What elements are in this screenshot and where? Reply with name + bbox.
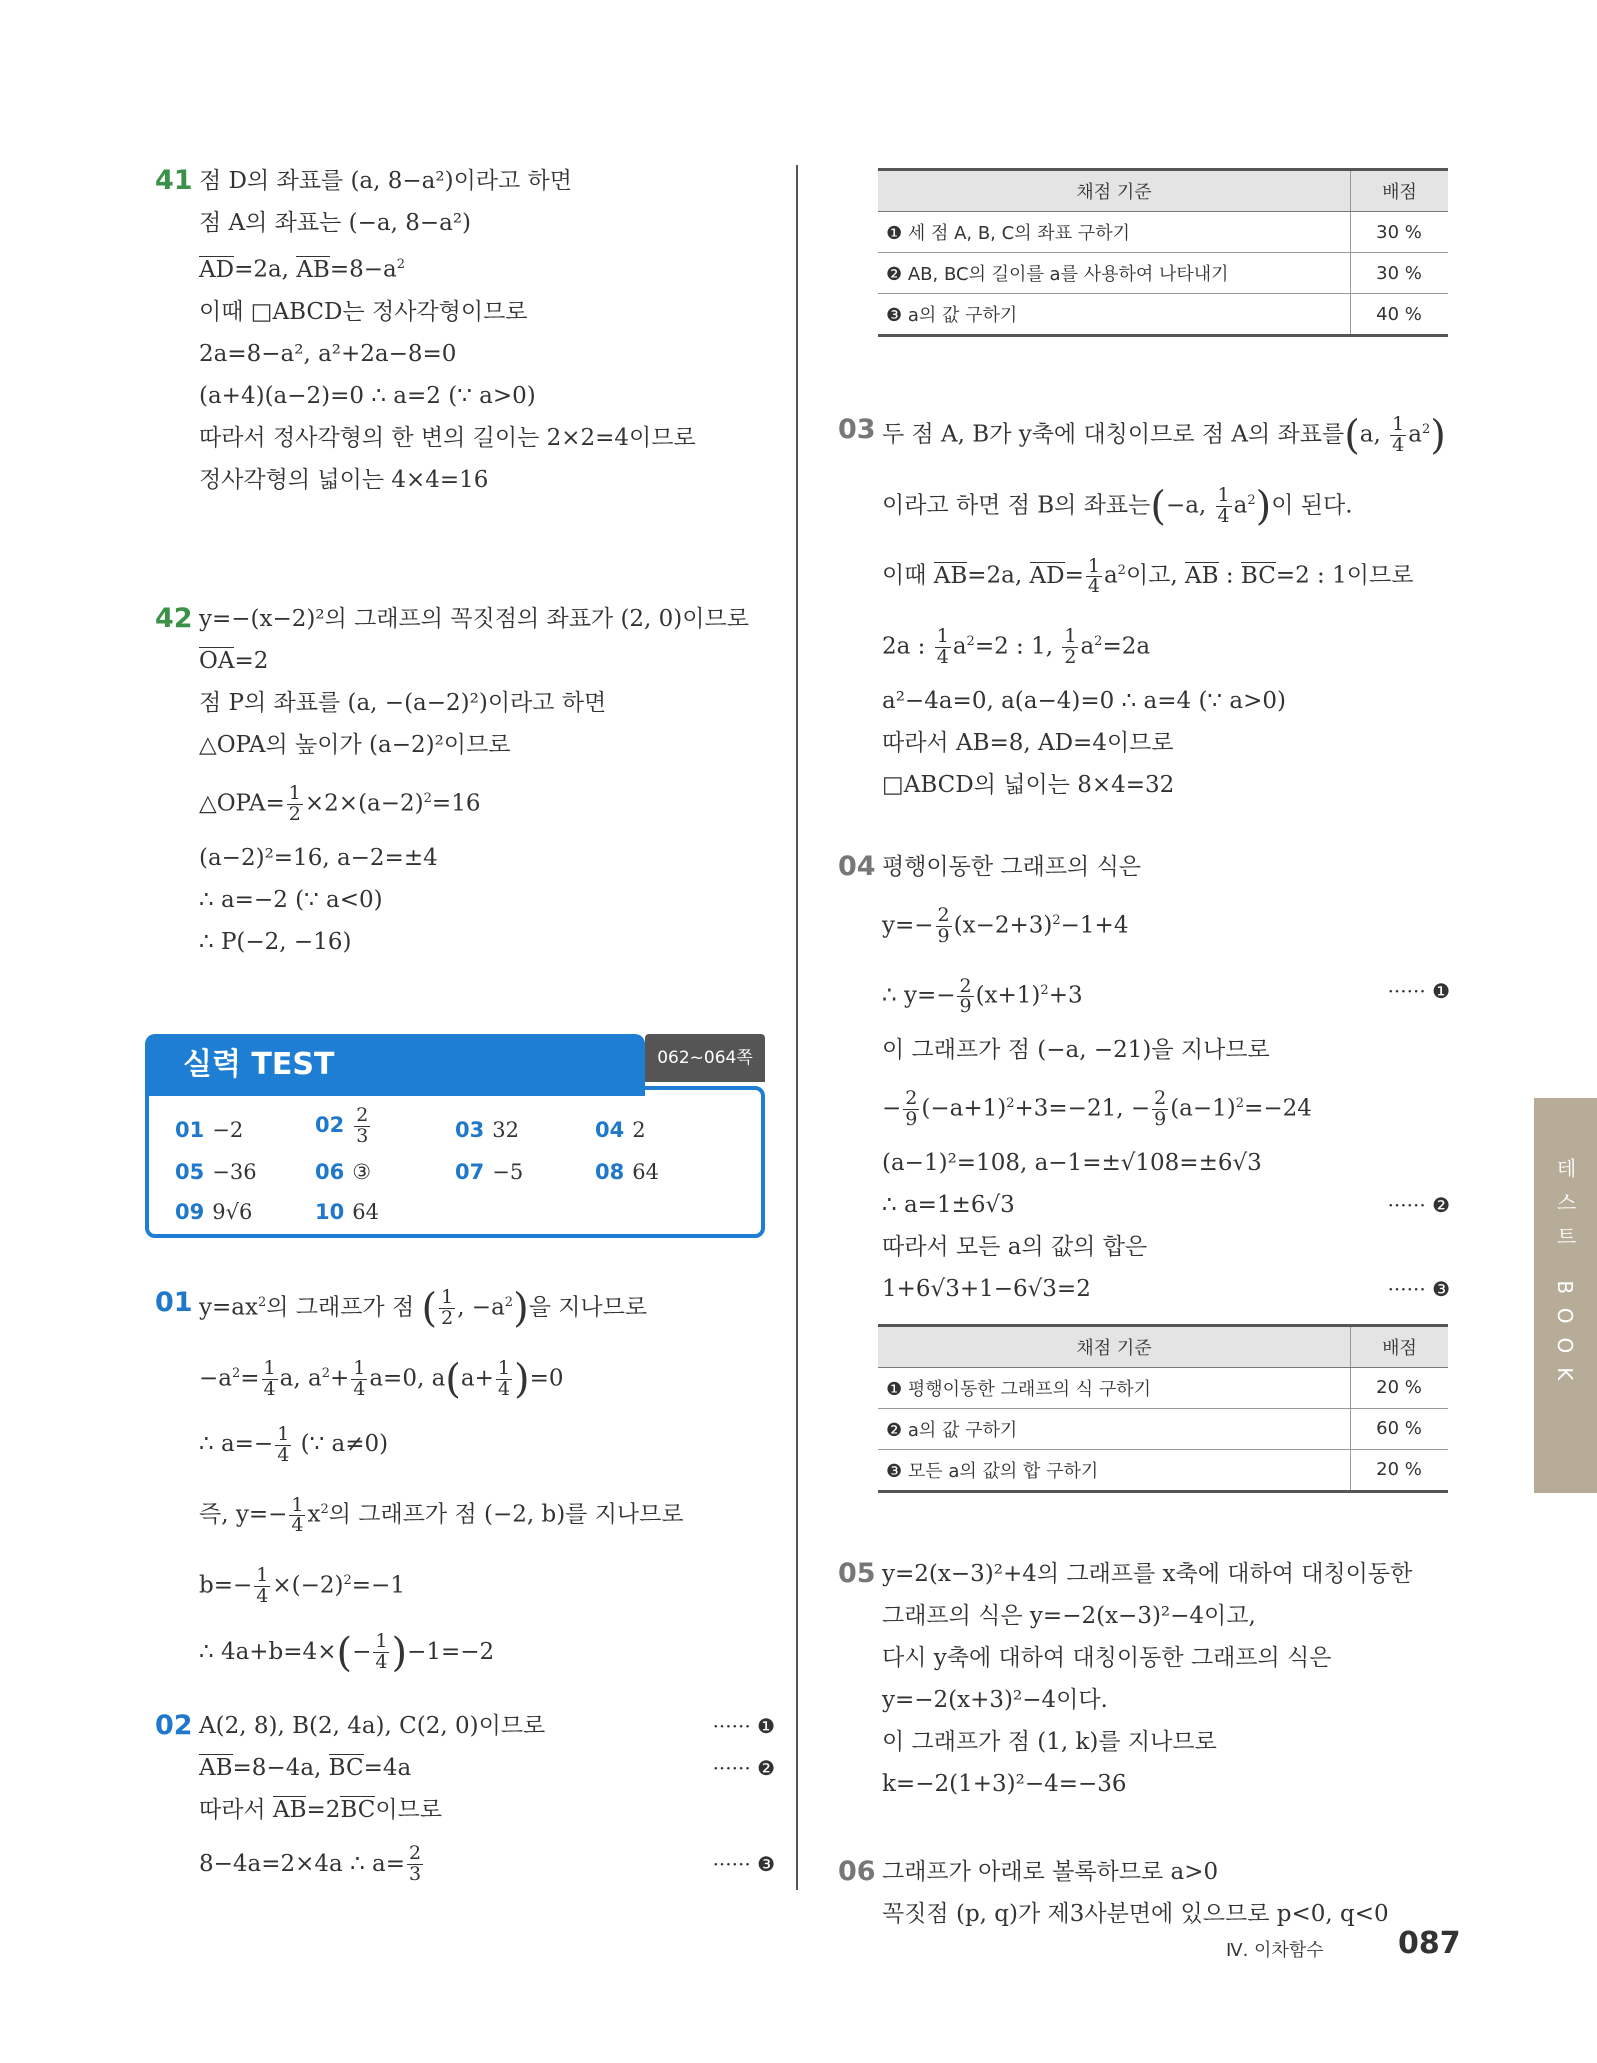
text-line: 2a=8−a², a²+2a−8=0 <box>199 340 457 367</box>
text-line: a²−4a=0, a(a−4)=0 ∴ a=4 (∵ a>0) <box>882 687 1286 714</box>
math-line: AB=8−4a, BC=4a ······ ❷ <box>199 1754 775 1781</box>
text-line: ∴ P(−2, −16) <box>199 928 352 955</box>
text-line: 이 그래프가 점 (1, k)를 지나므로 <box>882 1728 1217 1755</box>
text-line: 이때 □ABCD는 정사각형이므로 <box>199 298 528 325</box>
left-column <box>155 160 775 963</box>
math-line: △OPA= $\frac{1}{2}$ $\times 2\times(a-2)^2=16$ <box>199 782 481 826</box>
text-line: k=−2(1+3)²−4=−36 <box>882 1770 1127 1797</box>
test-title: 실력 TEST <box>145 1034 645 1096</box>
text-line: 점 A의 좌표는 (−a, 8−a²) <box>199 210 472 236</box>
text-line: 점 P의 좌표를 (a, −(a−2)²)이라고 하면 <box>199 690 607 716</box>
math-line: − $\frac{2}{9}$ $(-a+1)^2+3=-21$, − $\frac{2}{9}$ $(a-1)^2=-24$ <box>882 1087 1312 1131</box>
answer-item: 01 −2 <box>175 1118 244 1142</box>
math-line: 이라고 하면 점 B의 좌표는(−a, $\frac{1}{4}$ $a^2$)이 된다. <box>882 483 1353 530</box>
problem-03 <box>838 397 1450 806</box>
scoring-table-2 <box>878 1324 1448 1493</box>
answer-item: 06 ③ <box>315 1160 372 1184</box>
math-line: 8−4a=2×4a ∴ a= $\frac{2}{3}$ ······ ❸ <box>199 1842 775 1886</box>
answer-item: 08 64 <box>595 1160 659 1184</box>
table-header: 배점 <box>1351 170 1449 212</box>
answer-item: 09 9√6 <box>175 1200 253 1224</box>
table-row: ❶ 평행이동한 그래프의 식 구하기 20 % <box>878 1367 1448 1408</box>
text-line: 따라서 정사각형의 한 변의 길이는 2×2=4이므로 <box>199 424 696 451</box>
page-range-badge: 062~064쪽 <box>645 1034 765 1082</box>
problem-06 <box>838 1851 1450 1935</box>
answer-item: 07 −5 <box>455 1160 524 1184</box>
text-line: A(2, 8), B(2, 4a), C(2, 0)이므로 ······ ❶ <box>199 1712 775 1739</box>
answer-item: 10 64 <box>315 1200 379 1224</box>
text-line: 다시 y축에 대하여 대칭이동한 그래프의 식은 <box>882 1644 1332 1671</box>
problem-04 <box>838 846 1450 1310</box>
problem-41 <box>155 160 775 590</box>
answer-item: 05 −36 <box>175 1160 257 1184</box>
math-line: ∴ 4a+b=4×(− $\frac{1}{4}$ )−1=−2 <box>199 1629 495 1676</box>
math-line: $-a^2=$ $\frac{1}{4}$ a, $a^2+$ $\frac{1}{4}$ a=0, a(a+ $\frac{1}{4}$ )=0 <box>199 1356 564 1403</box>
skill-test-answer-box <box>145 1034 765 1238</box>
answer-panel <box>145 1086 765 1238</box>
problem-number: 01 <box>155 1287 193 1318</box>
scoring-table-1 <box>878 168 1448 337</box>
text-line: 따라서 AB=8, AD=4이므로 <box>882 729 1174 756</box>
problem-number: 04 <box>838 850 876 882</box>
math-line: 따라서 AB=2BC이므로 <box>199 1796 442 1823</box>
table-row: ❷ a의 값 구하기 60 % <box>878 1408 1448 1449</box>
problem-number: 03 <box>838 414 876 445</box>
problem-number: 41 <box>155 165 193 196</box>
text-line: ∴ a=1±6√3 ······ ❷ <box>882 1191 1450 1218</box>
text-line: 그래프가 아래로 볼록하므로 a>0 <box>882 1858 1219 1885</box>
table-header: 배점 <box>1351 1325 1449 1367</box>
answer-item: 03 32 <box>455 1118 519 1142</box>
chapter-label: Ⅳ. 이차함수 <box>1226 1940 1324 1961</box>
problem-number: 06 <box>838 1855 876 1887</box>
table-row: ❷ AB, BC의 길이를 a를 사용하여 나타내기 30 % <box>878 253 1448 294</box>
text-line: ∴ a=−2 (∵ a<0) <box>199 886 383 913</box>
text-line: (a−2)²=16, a−2=±4 <box>199 844 438 871</box>
problem-number: 42 <box>155 603 193 634</box>
math-line: ∴ y=− $\frac{2}{9}$ $(x+1)^2+3$ ······ ❶ <box>882 974 1450 1018</box>
math-line: 이때 AB=2a, AD= $\frac{1}{4}$ $a^2$이고, AB : BC=2 : 1이므로 <box>882 554 1414 598</box>
problem-05 <box>838 1553 1450 1805</box>
text-line: 꼭짓점 (p, q)가 제3사분면에 있으므로 p<0, q<0 <box>882 1900 1389 1927</box>
math-line: AD=2a, $AB=8-a^2$ <box>199 256 405 283</box>
page-number: 087 <box>1398 1926 1461 1961</box>
text-line: △OPA의 높이가 (a−2)²이므로 <box>199 732 511 758</box>
text-line: (a−1)²=108, a−1=±√108=±6√3 <box>882 1149 1262 1176</box>
text-line: 따라서 모든 a의 값의 합은 <box>882 1233 1148 1260</box>
text-line: y=−2(x+3)²−4이다. <box>882 1686 1108 1713</box>
math-line: y=− $\frac{2}{9}$ $(x-2+3)^2-1+4$ <box>882 903 1129 947</box>
problem-01 <box>155 1270 775 1685</box>
text-line: 점 D의 좌표를 (a, 8−a²)이라고 하면 <box>199 168 572 194</box>
text-line: 이 그래프가 점 (−a, −21)을 지나므로 <box>882 1036 1270 1063</box>
text-line: (a+4)(a−2)=0 ∴ a=2 (∵ a>0) <box>199 382 536 409</box>
text-line: 1+6√3+1−6√3=2 ······ ❸ <box>882 1275 1450 1302</box>
left-column-lower <box>155 1270 775 1897</box>
math-line: 즉, y=− $\frac{1}{4}$ $x^2$의 그래프가 점 (−2, b)를 지나므로 <box>199 1493 684 1537</box>
math-line: OA=2 <box>199 648 269 674</box>
column-divider <box>796 165 798 1890</box>
problem-42 <box>155 598 775 963</box>
math-line: ∴ a=− $\frac{1}{4}$ (∵ a≠0) <box>199 1422 389 1466</box>
problem-number: 05 <box>838 1557 876 1589</box>
math-line: 두 점 A, B가 y축에 대칭이므로 점 A의 좌표를(a, $\frac{1}{4}$ $a^2$) <box>882 412 1446 459</box>
problem-number: 02 <box>155 1709 193 1741</box>
table-header: 채점 기준 <box>878 1325 1351 1367</box>
math-line: b=− $\frac{1}{4}$ $\times(-2)^2=-1$ <box>199 1564 405 1608</box>
text-line: 그래프의 식은 y=−2(x−3)²−4이고, <box>882 1602 1256 1629</box>
table-row: ❸ 모든 a의 값의 합 구하기 20 % <box>878 1449 1448 1491</box>
table-row: ❸ a의 값 구하기 40 % <box>878 294 1448 336</box>
math-line: 2a : $\frac{1}{4}$ $a^2=2$ : 1, $\frac{1}{2}$ $a^2=2a$ <box>882 625 1151 669</box>
text-line: 평행이동한 그래프의 식은 <box>882 853 1142 880</box>
text-line: 정사각형의 넓이는 4×4=16 <box>199 466 489 493</box>
answer-item: 02 $\frac{2}{3}$ <box>315 1104 369 1147</box>
text-line: y=2(x−3)²+4의 그래프를 x축에 대하여 대칭이동한 <box>882 1560 1413 1587</box>
math-line: $y=ax^2$의 그래프가 점 ( $\frac{1}{2}$ , $-a^2$)을 지나므로 <box>199 1285 648 1332</box>
side-tab-test-book: 테스트 BOOK <box>1534 1098 1597 1493</box>
answer-item: 04 2 <box>595 1118 646 1142</box>
table-row: ❶ 세 점 A, B, C의 좌표 구하기 30 % <box>878 212 1448 253</box>
text-line: □ABCD의 넓이는 8×4=32 <box>882 771 1175 798</box>
problem-02 <box>155 1705 775 1897</box>
table-header: 채점 기준 <box>878 170 1351 212</box>
right-column <box>838 168 1450 1935</box>
text-line: y=−(x−2)²의 그래프의 꼭짓점의 좌표가 (2, 0)이므로 <box>199 606 749 632</box>
